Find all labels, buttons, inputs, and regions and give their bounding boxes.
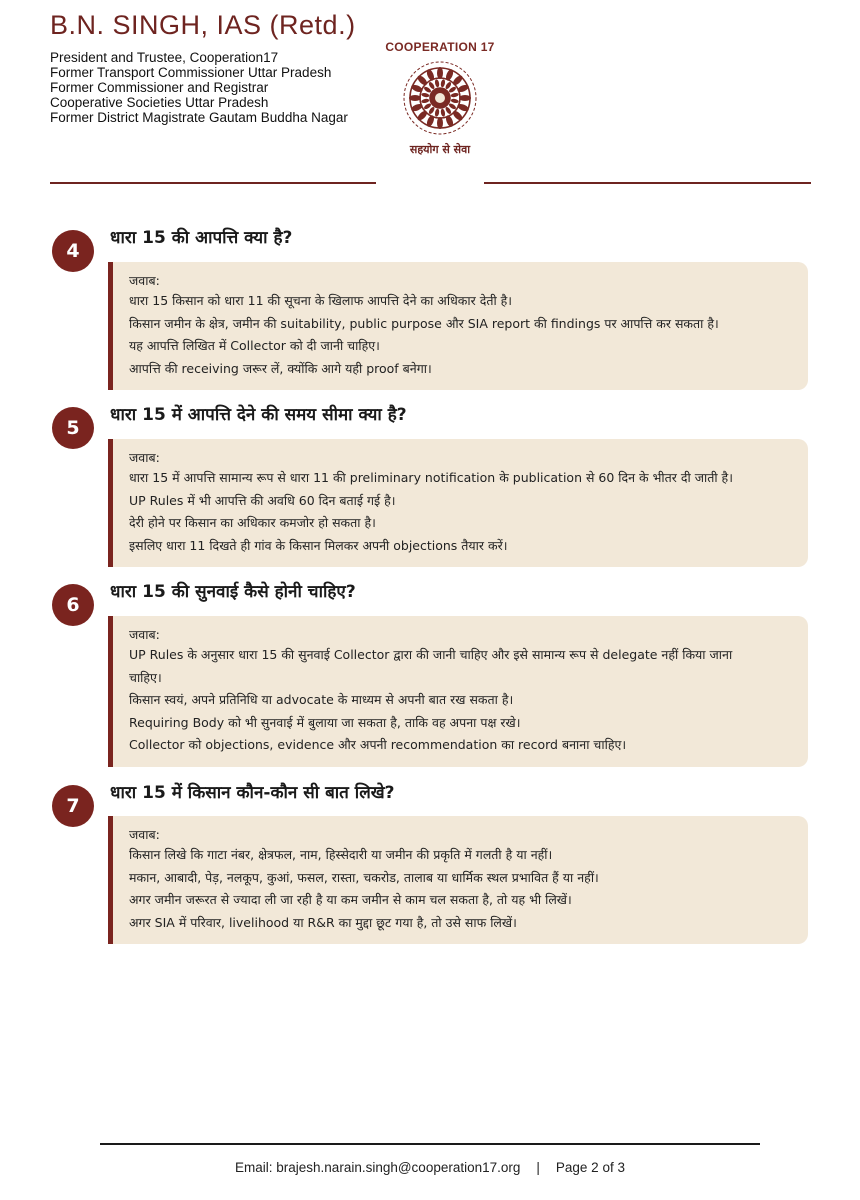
credential-line: Cooperative Societies Uttar Pradesh: [50, 95, 269, 110]
mandala-petal: [409, 95, 421, 101]
author-credentials: [50, 50, 348, 125]
answer-line: अगर SIA में परिवार, livelihood या R&R का मुद्दा छूट गया है, तो उसे साफ लिखें।: [129, 914, 517, 930]
answer-line: धारा 15 में आपत्ति सामान्य रूप से धारा 11 की preliminary notification के publication से 60 दिन के भीतर दी जाती है।: [129, 470, 733, 485]
mandala-petal: [451, 109, 464, 122]
credential-line: Former Commissioner and Registrar: [50, 80, 269, 95]
answer-line: आपत्ति की receiving जरूर लें, क्योंकि आगे यही proof बनेगा।: [129, 360, 432, 376]
mandala-petal: [434, 79, 439, 88]
credential-line: Former Transport Commissioner Uttar Pradesh: [50, 65, 332, 80]
answer-line: अगर जमीन जरूरत से ज्यादा ली जा रही है या कम जमीन से काम चल सकता है, तो यह भी लिखें।: [129, 892, 572, 907]
answer-box: [108, 816, 808, 944]
mandala-petal: [459, 95, 471, 101]
mandala-petal: [416, 109, 429, 122]
header-divider-left: [50, 182, 376, 184]
logo-title: COOPERATION 17: [385, 40, 495, 54]
question-number-badge: 5: [52, 407, 94, 449]
page-footer: [0, 1160, 860, 1175]
mandala-icon: [400, 58, 480, 138]
mandala-petal: [437, 67, 443, 79]
answer-line: किसान जमीन के क्षेत्र, जमीन की suitability, public purpose और SIA report की findings पर आपत्ति कर सकता है।: [129, 315, 719, 331]
answer-label: जवाब:: [129, 273, 160, 288]
answer-label: जवाब:: [129, 450, 160, 465]
author-name: B.N. SINGH, IAS (Retd.): [50, 10, 356, 40]
answer-box: [108, 616, 808, 767]
question-number-badge: 6: [52, 584, 94, 626]
answer-label: जवाब:: [129, 627, 160, 642]
answer-line: यह आपत्ति लिखित में Collector को दी जानी चाहिए।: [129, 338, 380, 353]
question-number-badge: 7: [52, 785, 94, 827]
answer-line: मकान, आबादी, पेड़, नलकूप, कुआं, फसल, रास्ता, चकरोड, तालाब या धार्मिक स्थल प्रभावित हैं या नहीं।: [129, 869, 599, 885]
mandala-petal: [437, 117, 443, 129]
answer-line: UP Rules में भी आपत्ति की अवधि 60 दिन बताई गई है।: [129, 492, 396, 508]
mandala-petal: [421, 98, 430, 103]
question-heading: धारा 15 की आपत्ति क्या है?: [110, 228, 293, 248]
mandala-petal: [421, 92, 430, 97]
question-heading: धारा 15 की सुनवाई कैसे होनी चाहिए?: [110, 582, 356, 602]
answer-line: Collector को objections, evidence और अपनी recommendation का record बनाना चाहिए।: [129, 737, 627, 752]
answer-line: Requiring Body को भी सुनवाई में बुलाया जा सकता है, ताकि वह अपना पक्ष रखे।: [129, 714, 521, 730]
mandala-petal: [451, 74, 464, 87]
answer-line: UP Rules के अनुसार धारा 15 की सुनवाई Collector द्वारा की जानी चाहिए और इसे सामान्य रूप से delegate नहीं किया जाना: [129, 647, 733, 662]
footer-separator: |: [536, 1160, 540, 1175]
credential-line: President and Trustee, Cooperation17: [50, 50, 279, 65]
page-number: Page 2 of 3: [555, 1160, 625, 1175]
footer-divider: [100, 1143, 760, 1145]
mandala-petal: [440, 108, 445, 117]
answer-line: किसान लिखे कि गाटा नंबर, क्षेत्रफल, नाम, हिस्सेदारी या जमीन की प्रकृति में गलती है या नहीं।: [129, 847, 553, 862]
mandala-petal: [450, 98, 459, 103]
question-heading: धारा 15 में किसान कौन-कौन सी बात लिखे?: [110, 783, 395, 803]
answer-box: [108, 262, 808, 390]
mandala-petal: [416, 74, 429, 87]
answer-label: जवाब:: [129, 827, 160, 842]
logo-tagline: सहयोग से सेवा: [409, 143, 471, 156]
credential-line: Former District Magistrate Gautam Buddha Nagar: [50, 110, 348, 125]
question-number-badge: 4: [52, 230, 94, 272]
answer-box: [108, 439, 808, 567]
answer-line: चाहिए।: [129, 669, 162, 685]
answer-line: धारा 15 किसान को धारा 11 की सूचना के खिलाफ आपत्ति देने का अधिकार देती है।: [129, 293, 513, 308]
cooperation17-logo: [360, 40, 520, 157]
answer-line: देरी होने पर किसान का अधिकार कमजोर हो सकता है।: [129, 515, 376, 530]
mandala-petal: [434, 108, 439, 117]
mandala-petal: [440, 79, 445, 88]
answer-line: इसलिए धारा 11 दिखते ही गांव के किसान मिलकर अपनी objections तैयार करें।: [129, 537, 508, 553]
header-divider-right: [484, 182, 811, 184]
question-heading: धारा 15 में आपत्ति देने की समय सीमा क्या है?: [110, 405, 407, 425]
footer-email[interactable]: Email: brajesh.narain.singh@cooperation17.org: [235, 1160, 521, 1175]
answer-line: किसान स्वयं, अपने प्रतिनिधि या advocate के माध्यम से अपनी बात रख सकता है।: [129, 692, 514, 707]
mandala-petal: [450, 92, 459, 97]
